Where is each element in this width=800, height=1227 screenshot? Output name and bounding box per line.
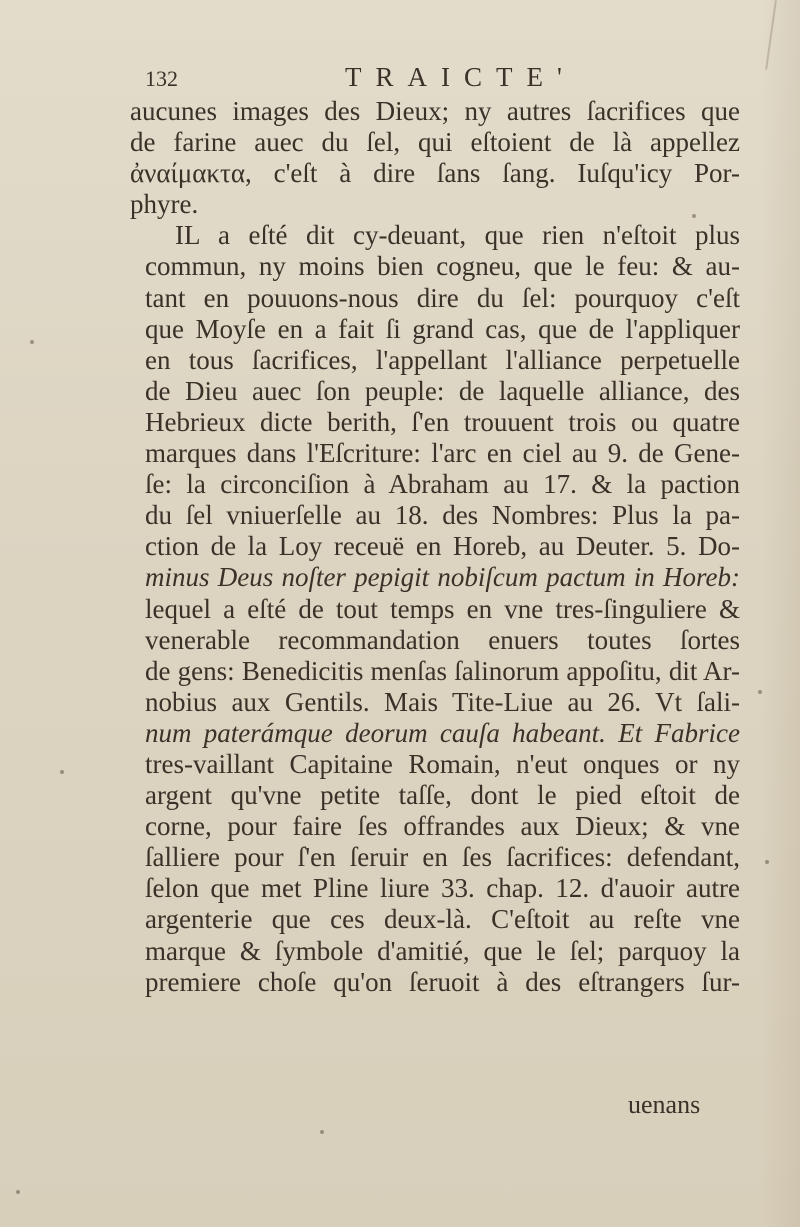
text-line: argenterie que ces deux-là. C'eſtoit au reſte vne bbox=[145, 904, 740, 935]
text-line: de Dieu auec ſon peuple: de laquelle alliance, des bbox=[145, 375, 740, 406]
text-line: phyre. bbox=[130, 189, 199, 220]
text-line: de gens: Benedicitis menſas ſalinorum appoſitu, dit Ar- bbox=[145, 655, 740, 686]
page-header bbox=[145, 62, 735, 96]
page-edge-shadow bbox=[760, 0, 800, 1227]
text-line: ſalliere pour ſ'en ſeruir en ſes ſacrifices: defendant, bbox=[145, 842, 740, 873]
text-line: marques dans l'Eſcriture: l'arc en ciel au 9. de Gene- bbox=[145, 438, 740, 469]
text-line: venerable recommandation enuers toutes ſortes bbox=[145, 624, 740, 655]
page-number: 132 bbox=[145, 66, 178, 91]
text-line: nobius aux Gentils. Mais Tite-Liue au 26. Vt ſali- bbox=[145, 686, 740, 717]
text-line: minus Deus noſter pepigit nobiſcum pactum in Horeb: bbox=[145, 562, 740, 593]
text-line: premiere choſe qu'on ſeruoit à des eſtrangers ſur- bbox=[145, 966, 740, 997]
text-line: lequel a eſté de tout temps en vne tres-ſinguliere & bbox=[145, 593, 740, 624]
text-line: commun, ny moins bien cogneu, que le feu: & au- bbox=[145, 251, 740, 282]
text-line: aucunes images des Dieux; ny autres ſacrifices que bbox=[130, 96, 740, 126]
text-line: ction de la Loy receuë en Horeb, au Deuter. 5. Do- bbox=[145, 531, 740, 562]
text-line: corne, pour faire ſes offrandes aux Dieux; & vne bbox=[145, 811, 740, 842]
text-line: marque & ſymbole d'amitié, que le ſel; parquoy la bbox=[145, 935, 740, 966]
text-line: tant en pouuons-nous dire du ſel: pourquoy c'eſt bbox=[145, 282, 740, 313]
text-line: IL a eſté dit cy-deuant, que rien n'eſtoit plus bbox=[175, 220, 740, 251]
ink-speck bbox=[16, 1190, 20, 1194]
text-line: de farine auec du ſel, qui eſtoient de là appellez bbox=[130, 127, 740, 158]
text-line: Hebrieux dicte berith, ſ'en trouuent trois ou quatre bbox=[145, 406, 740, 437]
ink-speck bbox=[30, 340, 34, 344]
ink-speck bbox=[692, 214, 696, 218]
catchword: uenans bbox=[628, 1090, 701, 1119]
ink-speck bbox=[320, 1130, 324, 1134]
text-line: ſe: la circonciſion à Abraham au 17. & la paction bbox=[145, 469, 740, 500]
text-line: ſelon que met Pline liure 33. chap. 12. d'auoir autre bbox=[145, 873, 740, 904]
text-line: tres-vaillant Capitaine Romain, n'eut onques or ny bbox=[145, 748, 740, 779]
text-line: du ſel vniuerſelle au 18. des Nombres: Plus la pa- bbox=[145, 500, 740, 531]
ink-speck bbox=[60, 770, 64, 774]
running-title: TRAICTE' bbox=[345, 62, 576, 92]
body-text bbox=[130, 96, 740, 998]
text-line: num paterámque deorum cauſa habeant. Et Fabrice bbox=[145, 717, 740, 748]
text-line: argent qu'vne petite taſſe, dont le pied eſtoit de bbox=[145, 780, 740, 811]
ink-speck bbox=[758, 690, 762, 694]
text-line: en tous ſacrifices, l'appellant l'alliance perpetuelle bbox=[145, 344, 740, 375]
text-line: que Moyſe en a fait ſi grand cas, que de l'appliquer bbox=[145, 313, 740, 344]
ink-speck bbox=[765, 860, 769, 864]
text-line: ἀναίμακτα, c'eſt à dire ſans ſang. Iuſqu'icy Por- bbox=[130, 158, 740, 189]
